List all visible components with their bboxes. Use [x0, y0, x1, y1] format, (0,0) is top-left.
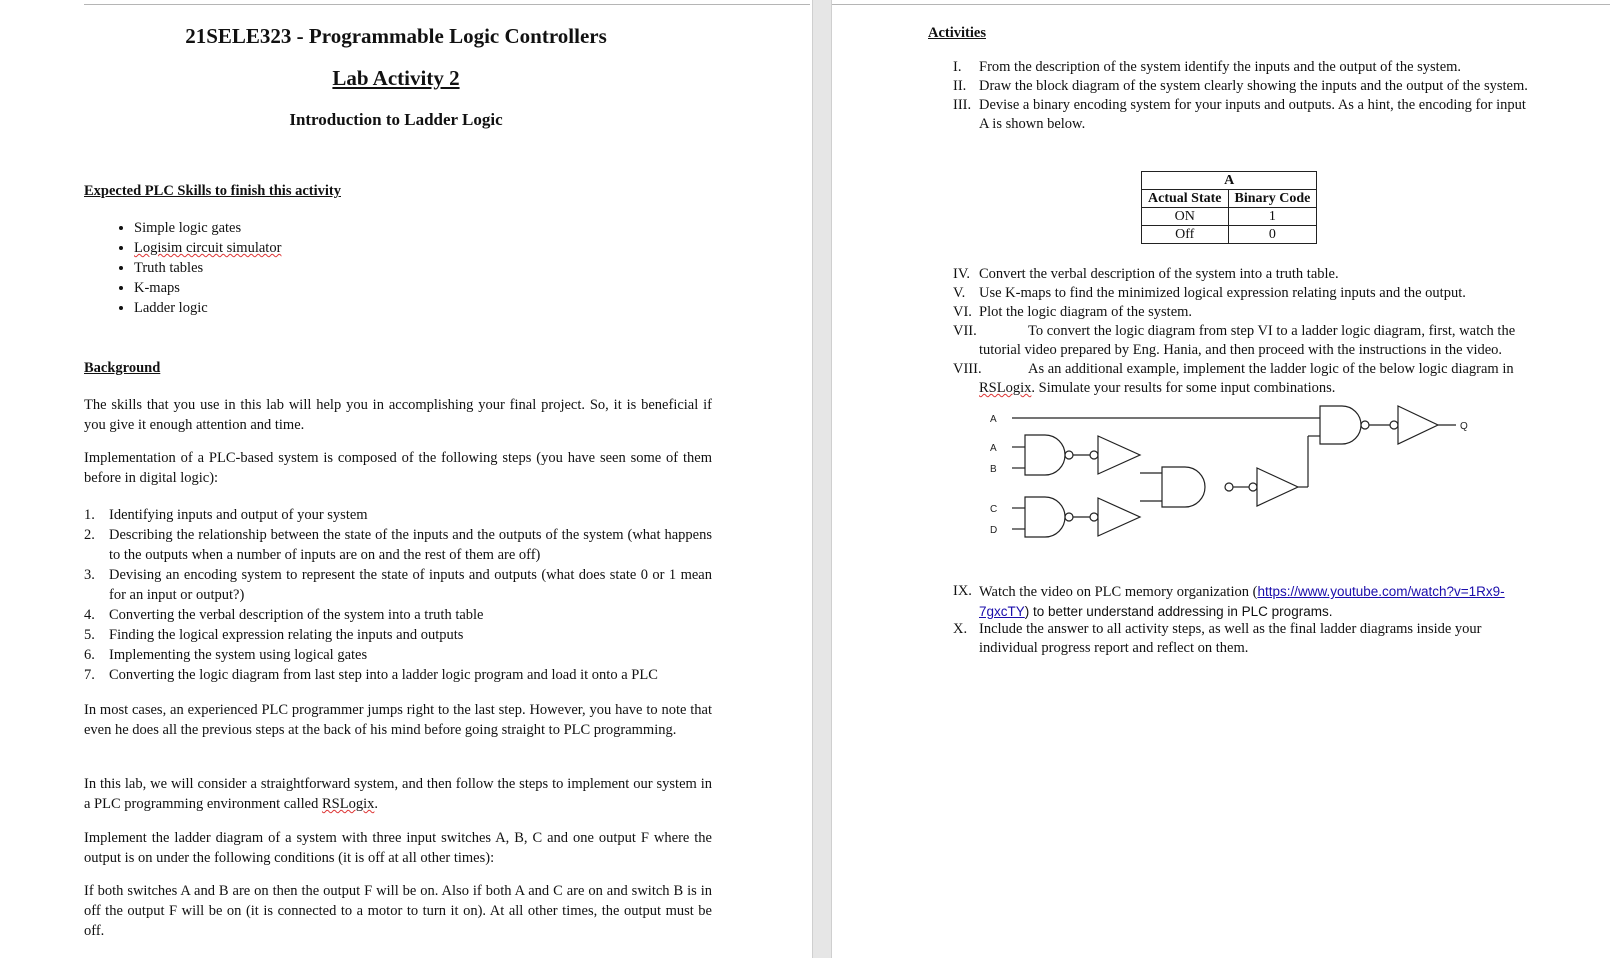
encoding-table-header: Actual State — [1142, 190, 1229, 208]
implementation-steps-list — [84, 505, 712, 685]
and-gate-ab — [1025, 435, 1065, 475]
activity-text: To convert the logic diagram from step VI to a ladder logic diagram, first, watch the tutorial video prepared by Eng. Hania, and then proceed with the instructions in the video. — [979, 323, 1516, 358]
skill-item-text: Logisim circuit simulator — [134, 240, 282, 256]
activity-text: Draw the block diagram of the system clearly showing the inputs and the output of the system. — [979, 78, 1528, 94]
activity-item-ix — [953, 582, 1543, 622]
activity-number: I. — [953, 59, 962, 75]
activity-item — [953, 58, 1533, 77]
activity-number: II. — [953, 78, 967, 94]
activities-heading: Activities — [928, 25, 986, 41]
activity-number: III. — [953, 97, 972, 113]
activity-text — [953, 582, 1543, 622]
activity-viii-text: As an additional example, implement the ladder logic of the below logic diagram in — [1028, 361, 1514, 377]
skill-item: • Truth tables — [134, 258, 281, 278]
background-paragraph-1: The skills that you use in this lab will help you in accomplishing your final project. So, it is beneficial if you give it enough attention and time. — [84, 397, 712, 433]
activity-ix-tail: ) to better understand addressing in PLC programs. — [1024, 604, 1333, 619]
activity-item — [953, 303, 1543, 322]
rslogix-word: RSLogix — [979, 380, 1032, 396]
youtube-link[interactable]: https://www.youtube.com/watch?v=1Rx9-7gxcTY — [979, 584, 1505, 619]
background-heading: Background — [84, 360, 161, 376]
inverter-bubble — [1361, 421, 1369, 429]
buffer-gate-final — [1398, 406, 1438, 444]
step-item — [84, 565, 712, 605]
activity-number: IV. — [953, 266, 971, 282]
activity-text: Include the answer to all activity steps, as well as the final ladder diagrams inside your individual progress report and reflect on them. — [979, 621, 1482, 656]
label-b: B — [990, 464, 997, 475]
inverter-bubble — [1249, 483, 1257, 491]
skills-list — [84, 218, 281, 318]
table-cell: Off — [1142, 226, 1229, 244]
activity-number: V. — [953, 285, 966, 301]
skill-item: • K-maps — [134, 278, 281, 298]
lab-subtitle: Introduction to Ladder Logic — [289, 110, 503, 129]
inverter-bubble — [1390, 421, 1398, 429]
label-d: D — [990, 525, 998, 536]
and-gate-cd — [1025, 497, 1065, 537]
activity-item — [953, 265, 1543, 284]
lab-title — [0, 66, 792, 91]
step-item — [84, 505, 712, 525]
table-row — [1142, 208, 1317, 226]
step-text: Describing the relationship between the state of the inputs and the outputs of the system (what happens to the outputs when a number of inputs are on and the rest of them are off) — [109, 527, 712, 563]
lab-title-text: Lab Activity 2 — [332, 66, 460, 90]
skill-item: • Ladder logic — [134, 298, 281, 318]
page-top-rule — [84, 4, 810, 5]
activity-text: Plot the logic diagram of the system. — [979, 304, 1193, 320]
inverter-bubble — [1065, 451, 1073, 459]
label-a: A — [990, 443, 997, 454]
activity-number: VII. — [953, 323, 977, 339]
step-text: Converting the logic diagram from last step into a ladder logic program and load it onto a PLC — [109, 667, 658, 683]
encoding-table — [1141, 171, 1317, 244]
skill-item: • Simple logic gates — [134, 218, 281, 238]
activity-item-viii — [953, 360, 1543, 398]
activity-item-x — [953, 620, 1543, 658]
activity-number: VI. — [953, 304, 972, 320]
encoding-table-header: Binary Code — [1228, 190, 1317, 208]
paragraph-4-text: In this lab, we will consider a straightforward system, and then follow the steps to implement our system in a PLC programming environment called — [84, 776, 712, 812]
buffer-gate-cd — [1098, 498, 1140, 536]
table-row — [1142, 226, 1317, 244]
step-item — [84, 625, 712, 645]
inverter-bubble — [1090, 451, 1098, 459]
activity-text: Devise a binary encoding system for your inputs and outputs. As a hint, the encoding for input A is shown below. — [979, 97, 1526, 132]
activity-text — [953, 360, 1543, 398]
table-cell: ON — [1142, 208, 1229, 226]
background-paragraph-6: If both switches A and B are on then the output F will be on. Also if both A and C are on and switch B is in off the output F will be on (it is connected to a motor to turn it on). At all other times, the output must be off. — [84, 883, 712, 939]
step-number: 5. — [84, 627, 95, 643]
step-number: 2. — [84, 527, 95, 543]
step-text: Devising an encoding system to represent the state of inputs and outputs (what does state 0 or 1 mean for an input or output?) — [109, 567, 712, 603]
table-cell: 0 — [1228, 226, 1317, 244]
activity-number: VIII. — [953, 361, 982, 377]
label-c: C — [990, 504, 998, 515]
activity-number: IX. — [953, 583, 972, 599]
activities-list-mid — [953, 265, 1543, 322]
activity-item — [953, 284, 1543, 303]
step-number: 7. — [84, 667, 95, 683]
inverter-bubble — [1225, 483, 1233, 491]
activity-ix-text: Watch the video on PLC memory organization ( — [979, 584, 1258, 600]
activities-list-top — [953, 58, 1533, 134]
step-item — [84, 605, 712, 625]
encoding-table-group-header: A — [1142, 172, 1317, 190]
document-title: 21SELE323 - Programmable Logic Controllers — [185, 24, 607, 48]
step-item — [84, 665, 712, 685]
background-paragraph-3: In most cases, an experienced PLC programmer jumps right to the last step. However, you have to note that even he does all the previous steps at the back of his mind before going straight to PLC programming. — [84, 702, 712, 738]
activity-text: Use K-maps to find the minimized logical expression relating inputs and the output. — [979, 285, 1466, 301]
step-number: 4. — [84, 607, 95, 623]
label-a-top: A — [990, 414, 997, 425]
step-number: 1. — [84, 507, 95, 523]
background-paragraph-2: Implementation of a PLC-based system is composed of the following steps (you have seen some of them before in digital logic): — [84, 450, 712, 486]
skill-item — [134, 238, 281, 258]
buffer-gate-middle — [1257, 468, 1298, 506]
activity-text: From the description of the system identify the inputs and the output of the system. — [979, 59, 1462, 75]
paragraph-4-end: . — [374, 796, 378, 812]
and-gate-middle — [1162, 467, 1205, 507]
inverter-bubble — [1065, 513, 1073, 521]
step-item — [84, 525, 712, 565]
activity-text: Convert the verbal description of the system into a truth table. — [979, 266, 1339, 282]
and-gate-final — [1320, 406, 1361, 444]
buffer-gate-ab — [1098, 436, 1140, 474]
activity-number: X. — [953, 621, 968, 637]
page-top-rule — [832, 4, 1610, 5]
activity-item — [953, 77, 1533, 96]
background-paragraph-5: Implement the ladder diagram of a system with three input switches A, B, C and one output F where the output is on under the following conditions (it is off at all other times): — [84, 830, 712, 866]
skills-heading: Expected PLC Skills to finish this activity — [84, 183, 341, 199]
step-text: Identifying inputs and output of your system — [109, 507, 368, 523]
step-text: Converting the verbal description of the system into a truth table — [109, 607, 484, 623]
inverter-bubble — [1090, 513, 1098, 521]
page-gutter — [812, 0, 832, 958]
step-text: Implementing the system using logical gates — [109, 647, 368, 663]
step-text: Finding the logical expression relating the inputs and outputs — [109, 627, 464, 643]
step-number: 3. — [84, 567, 95, 583]
activity-item — [953, 96, 1533, 134]
logic-diagram — [990, 405, 1510, 550]
background-paragraph-4 — [84, 774, 712, 814]
rslogix-word: RSLogix — [321, 796, 375, 812]
step-item — [84, 645, 712, 665]
label-q: Q — [1460, 421, 1468, 432]
table-cell: 1 — [1228, 208, 1317, 226]
activity-item-vii — [953, 322, 1543, 360]
step-number: 6. — [84, 647, 95, 663]
activity-viii-tail: . Simulate your results for some input combinations. — [1031, 380, 1336, 396]
